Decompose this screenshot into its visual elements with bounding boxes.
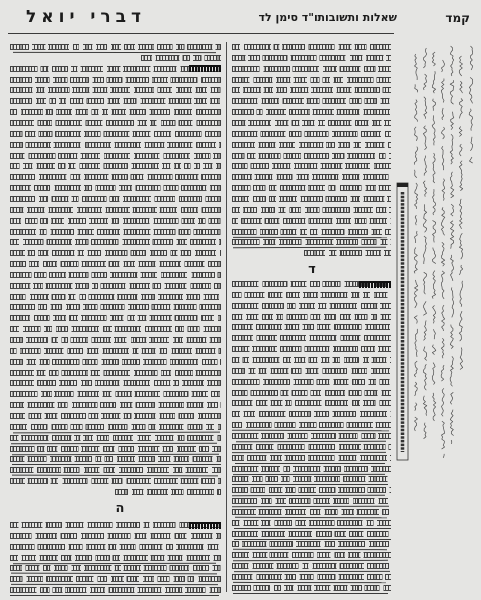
text-line <box>232 585 391 591</box>
text-line <box>232 120 391 126</box>
handwritten-underline <box>233 549 387 550</box>
text-line <box>232 196 391 202</box>
handwritten-underline <box>236 441 386 443</box>
text-line <box>10 163 221 169</box>
text-line <box>10 380 221 386</box>
text-line <box>10 272 221 278</box>
text-line <box>10 294 221 300</box>
handwritten-underline <box>11 584 218 585</box>
handwritten-underline <box>233 473 385 474</box>
text-line <box>232 563 391 569</box>
handwritten-underline <box>235 517 387 518</box>
text-line <box>10 185 221 191</box>
handwritten-underline <box>235 463 385 464</box>
text-line <box>232 131 391 137</box>
text-line <box>10 304 221 310</box>
handwriting-stroke <box>469 46 473 163</box>
text-line <box>232 77 391 83</box>
text-line <box>232 292 391 298</box>
bold-lead-word <box>189 522 221 529</box>
handwritten-underline <box>12 453 219 455</box>
text-line <box>10 555 221 561</box>
text-line <box>232 444 391 450</box>
text-line <box>10 446 221 452</box>
text-line <box>10 109 221 115</box>
text-line <box>10 250 221 256</box>
text-line <box>232 98 391 104</box>
text-line <box>232 324 391 330</box>
text-line <box>232 476 391 482</box>
bold-lead-word <box>359 281 391 288</box>
text-line <box>232 422 391 428</box>
text-line <box>232 229 391 235</box>
handwriting-stroke <box>432 52 436 427</box>
text-line <box>232 218 391 224</box>
text-line <box>115 489 221 495</box>
text-line <box>10 565 221 571</box>
text-line <box>10 196 221 202</box>
handwritten-underline <box>234 528 391 529</box>
text-line <box>232 66 391 72</box>
text-line <box>10 315 221 321</box>
text-line <box>10 229 221 235</box>
handwritten-underline <box>234 539 391 540</box>
text-line <box>232 346 391 352</box>
handwritten-underline <box>233 582 386 583</box>
text-line <box>232 303 391 309</box>
handwritten-underline <box>10 595 219 596</box>
text-line <box>10 402 221 408</box>
text-line <box>232 390 391 396</box>
text-line <box>10 120 221 126</box>
text-line <box>232 411 391 417</box>
handwritten-underline <box>232 452 386 453</box>
text-line <box>232 433 391 439</box>
text-line <box>10 576 221 582</box>
text-line <box>10 153 221 159</box>
handwritten-underline <box>11 442 217 444</box>
text-line <box>10 391 221 397</box>
bold-lead-word <box>189 65 221 72</box>
text-line <box>232 498 391 504</box>
text-line <box>10 326 221 332</box>
handwritten-underline <box>11 573 217 575</box>
text-line <box>10 131 221 137</box>
text-line <box>10 456 221 462</box>
section-marker-right: ד <box>308 262 316 277</box>
text-line <box>10 467 221 473</box>
text-line <box>232 574 391 580</box>
text-line <box>232 239 391 245</box>
text-line <box>232 357 391 363</box>
text-line <box>10 337 221 343</box>
text-line <box>10 413 221 419</box>
text-line <box>232 87 391 93</box>
text-line <box>232 185 391 191</box>
handwritten-underline <box>13 562 216 564</box>
text-line <box>10 283 221 289</box>
text-line <box>232 541 391 547</box>
text-line <box>10 370 221 376</box>
text-line <box>10 533 221 539</box>
text-line <box>232 368 391 374</box>
handwriting-stroke <box>450 46 454 444</box>
handwriting-group <box>414 46 473 458</box>
handwriting-stroke <box>441 60 445 458</box>
section-marker-left: ה <box>115 501 125 516</box>
handwritten-underline <box>13 52 216 53</box>
handwritten-underline <box>233 236 387 237</box>
text-line <box>232 520 391 526</box>
text-line <box>232 335 391 341</box>
text-line <box>232 379 391 385</box>
handwritten-underline <box>233 593 388 594</box>
text-line <box>10 478 221 484</box>
handwritten-underline <box>232 484 388 485</box>
text-line <box>232 552 391 558</box>
text-line <box>10 424 221 430</box>
text-line <box>232 44 391 50</box>
text-line <box>10 218 221 224</box>
handwriting-stroke <box>459 56 463 370</box>
handwritten-underline <box>233 247 386 249</box>
text-line <box>304 250 391 256</box>
text-line <box>10 359 221 365</box>
text-line <box>10 98 221 104</box>
handwriting-stroke <box>414 54 418 431</box>
text-line <box>232 142 391 148</box>
text-line <box>232 400 391 406</box>
chapter-reference: יו"ד סימן לד <box>258 11 321 24</box>
text-line <box>141 55 221 61</box>
text-line <box>232 531 391 537</box>
page-number: קמד <box>445 11 470 25</box>
text-line <box>10 142 221 148</box>
text-line <box>10 174 221 180</box>
handwritten-underline <box>232 560 387 561</box>
text-line <box>232 109 391 115</box>
handwritten-underline <box>12 464 221 465</box>
text-line <box>232 153 391 159</box>
text-line <box>10 587 221 593</box>
text-line <box>232 509 391 515</box>
handwritten-underline <box>232 495 385 496</box>
text-line <box>232 55 391 61</box>
text-line <box>10 239 221 245</box>
margin-label-bracket <box>397 183 408 187</box>
text-line <box>232 314 391 320</box>
text-line <box>232 466 391 472</box>
text-line <box>10 348 221 354</box>
text-line <box>232 455 391 461</box>
marginal-handwritten-notes <box>394 40 481 470</box>
text-line <box>232 487 391 493</box>
book-section-title: שאלות ותשובות <box>317 11 397 24</box>
text-line <box>232 163 391 169</box>
handwritten-underline <box>234 571 390 572</box>
handwritten-underline <box>13 431 220 433</box>
text-line <box>232 207 391 213</box>
text-line <box>10 44 221 50</box>
handwritten-underline <box>12 475 218 477</box>
text-line <box>10 207 221 213</box>
handwritten-underline <box>232 506 389 507</box>
text-line <box>10 544 221 550</box>
text-line <box>10 87 221 93</box>
text-line <box>10 77 221 83</box>
handwriting-stroke <box>423 48 427 439</box>
text-line <box>232 174 391 180</box>
running-title: דברי יואל <box>26 7 147 27</box>
text-line <box>10 435 221 441</box>
handwritten-underline <box>232 430 389 432</box>
text-line <box>10 261 221 267</box>
